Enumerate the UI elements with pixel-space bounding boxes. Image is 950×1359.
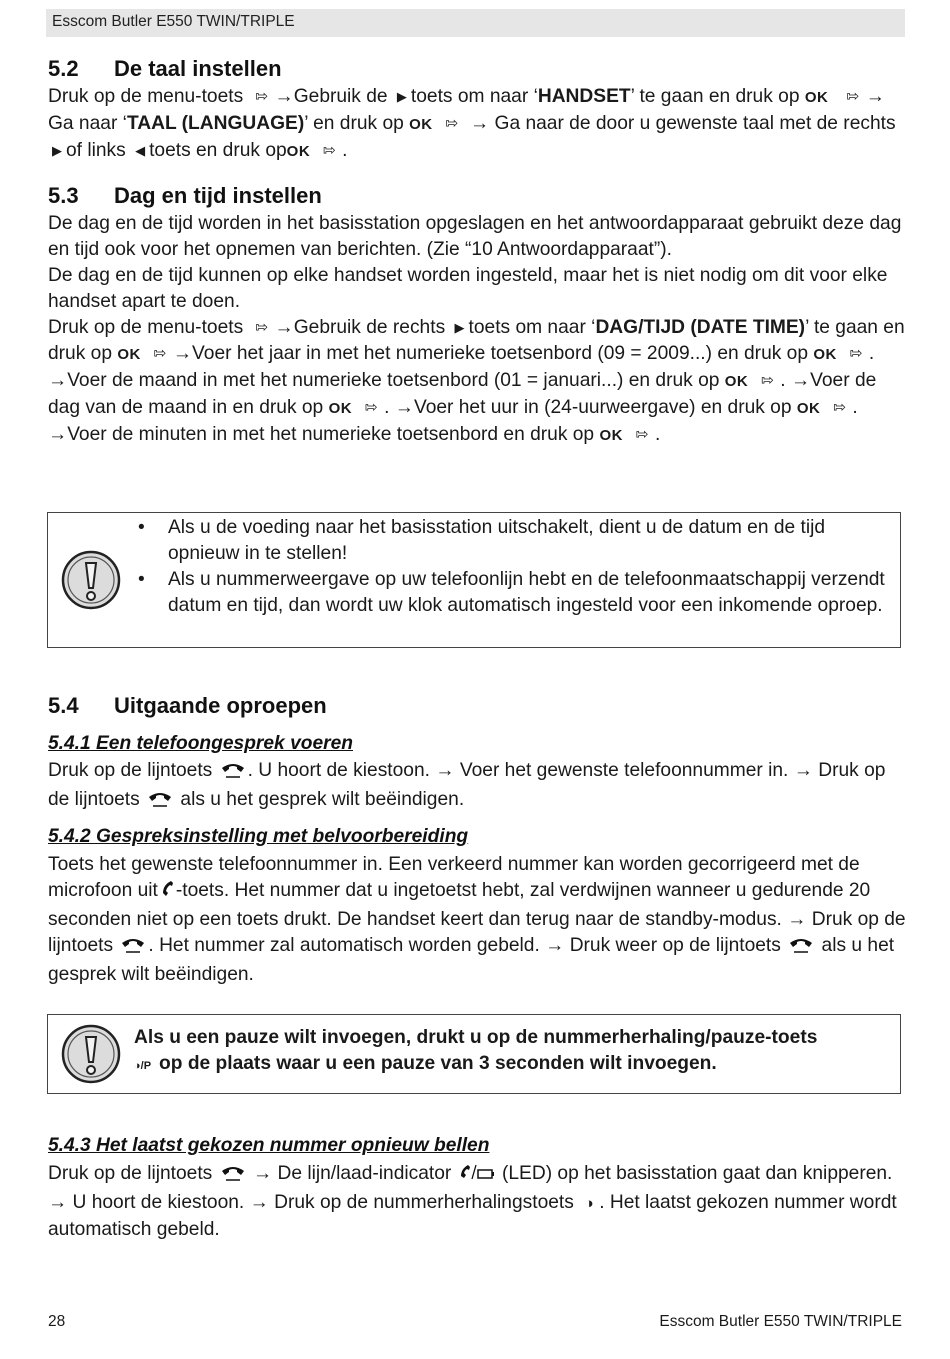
line-key-icon <box>118 934 148 962</box>
section-title-text: Uitgaande oproepen <box>114 693 327 718</box>
menu-key-icon: ⇰ <box>364 399 378 416</box>
menu-key-icon: ⇰ <box>760 372 774 389</box>
bullet-icon: • <box>138 517 145 538</box>
section-5-3-steps: Druk op de menu-toets ⇰ →Gebruik de rechts ▶ toets om naar ‘DAG/TIJD (DATE TIME)’ te gaan en druk op OK ⇰ →Voer het jaar in met het numerieke toetsenbord (09 = 2009...) en druk op OK ⇰ . →Voer de maand in met het numerieke toetsenbord (01 = januari...) en druk op OK ⇰ . →Voer de dag van de maand in en druk op OK ⇰ . →Voer het uur in (24-uurweergave) en druk op OK ⇰ . →Voer de minuten in met het numerieke toetsenbord en druk op OK ⇰ . <box>48 315 908 449</box>
warning-icon <box>61 1024 121 1084</box>
bullet-icon: • <box>138 569 145 590</box>
ok-key-icon: OK <box>117 346 141 363</box>
subsection-5-4-3-text: Druk op de lijntoets → De lijn/laad-indicator (LED) op het basisstation gaat dan knipperen. → U hoort de kiestoon. → Druk op de nummerherhalingstoets ◑ . Het laatst gekozen nummer wordt automatisch gebeld. <box>48 1163 897 1240</box>
section-number: 5.4 <box>48 693 79 718</box>
section-5-2-title <box>48 56 282 82</box>
left-triangle-icon: ◀ <box>135 143 146 158</box>
page-number: 28 <box>48 1313 66 1330</box>
arrow-icon: → <box>274 86 294 107</box>
section-title-text: Dag en tijd instellen <box>114 183 322 208</box>
section-number: 5.2 <box>48 56 79 81</box>
menu-key-icon: ⇰ <box>445 115 458 132</box>
header-title: Esscom Butler E550 TWIN/TRIPLE <box>52 13 295 30</box>
menu-key-icon: ⇰ <box>322 142 336 159</box>
mute-key-icon <box>158 879 176 907</box>
menu-key-icon: ⇰ <box>255 319 268 336</box>
subsection-5-4-1-title: 5.4.1 Een telefoongesprek voeren <box>48 733 353 754</box>
arrow-icon: → <box>274 317 294 338</box>
ok-key-icon: OK <box>328 400 353 417</box>
line-key-icon <box>786 934 816 962</box>
section-5-4-title <box>48 693 327 719</box>
arrow-icon: → <box>435 760 455 781</box>
ok-key-icon: OK <box>286 143 311 160</box>
section-5-3-title <box>48 183 322 209</box>
arrow-icon: → <box>545 935 565 956</box>
ok-key-icon: OK <box>813 346 837 363</box>
line-key-icon <box>218 1162 248 1190</box>
note-list <box>138 515 893 619</box>
arrow-icon: → <box>790 370 811 391</box>
menu-key-icon: ⇰ <box>846 88 859 105</box>
arrow-icon: → <box>249 1192 269 1213</box>
arrow-icon: → <box>48 424 68 445</box>
redial-pause-key-icon: ◑/P <box>134 1060 152 1072</box>
page-header <box>46 9 905 37</box>
ok-key-icon: OK <box>724 373 749 390</box>
right-triangle-icon: ▶ <box>52 143 62 158</box>
section-5-2-text: Druk op de menu-toets ⇰ →Gebruik de ▶ toets om naar ‘HANDSET’ te gaan en druk op OK ⇰ → Ga naar ‘TAAL (LANGUAGE)’ en druk op OK ⇰ → Ga naar de door u gewenste taal met de rechts ▶ of links ◀ toets en druk opOK ⇰ . <box>48 84 908 165</box>
menu-key-icon: ⇰ <box>635 426 649 443</box>
subsection-5-4-2-text: Toets het gewenste telefoonnummer in. Een verkeerd nummer kan worden gecorrigeerd met de microfoon uit -toets. Het nummer dat u ingetoetst hebt, zal verdwijnen wanneer u gedurende 20 seconden niet op een toets drukt. De handset keert dan terug naar de standby-modus. → Druk op de lijntoets . Het nummer zal automatisch worden gebeld. → Druk weer op de lijntoets als u het gesprek wilt beëindigen. <box>48 854 906 985</box>
arrow-icon: → <box>787 909 807 930</box>
menu-key-icon: ⇰ <box>833 399 846 416</box>
section-title-text: De taal instellen <box>114 56 282 81</box>
subsection-5-4-3-title: 5.4.3 Het laatst gekozen nummer opnieuw bellen <box>48 1135 490 1156</box>
note-pause-text: Als u een pauze wilt invoegen, drukt u op de nummerherhaling/pauze-toets ◑/P op de plaats waar u een pauze van 3 seconden wilt invoegen. <box>134 1027 818 1074</box>
ok-key-icon: OK <box>804 89 829 106</box>
arrow-icon: → <box>48 1192 68 1213</box>
note-box-date-time <box>47 512 901 648</box>
arrow-icon: → <box>252 1163 273 1184</box>
subsection-5-4-2-title: 5.4.2 Gespreksinstelling met belvoorbereiding <box>48 826 469 847</box>
menu-key-icon: ⇰ <box>153 345 167 362</box>
line-key-icon <box>145 788 175 816</box>
footer-title: Esscom Butler E550 TWIN/TRIPLE <box>659 1313 902 1330</box>
note-box-pause <box>47 1014 901 1094</box>
list-item: • Als u nummerweergave op uw telefoonlijn hebt en de telefoonmaatschappij verzendt datum en tijd, dan wordt uw klok automatisch ingesteld voor een inkomende oproep. <box>138 569 885 616</box>
ok-key-icon: OK <box>796 400 821 417</box>
line-charge-led-icon <box>457 1162 497 1190</box>
arrow-icon: → <box>394 397 414 418</box>
redial-key-icon: ◑ <box>584 1195 594 1212</box>
arrow-icon: → <box>865 86 885 107</box>
menu-key-icon: ⇰ <box>255 88 268 105</box>
ok-key-icon: OK <box>599 427 623 444</box>
menu-key-icon: ⇰ <box>849 345 863 362</box>
warning-icon <box>61 550 121 610</box>
line-key-icon <box>218 759 248 787</box>
list-item: • Als u de voeding naar het basisstation uitschakelt, dient u de datum en de tijd opnieuw in te stellen! <box>138 517 826 564</box>
ok-key-icon: OK <box>409 116 433 133</box>
arrow-icon: → <box>172 343 193 364</box>
arrow-icon: → <box>469 113 490 134</box>
section-5-3-paragraph-2: De dag en de tijd kunnen op elke handset worden ingesteld, maar het is niet nodig om dit voor elke handset apart te doen. <box>48 265 888 312</box>
arrow-icon: → <box>48 370 68 391</box>
right-triangle-icon: ▶ <box>396 89 407 104</box>
section-number: 5.3 <box>48 183 79 208</box>
section-5-3-paragraph-1: De dag en de tijd worden in het basisstation opgeslagen en het antwoordapparaat gebruikt deze dag en tijd ook voor het opnemen van berichten. (Zie “10 Antwoordapparaat”). <box>48 213 902 260</box>
subsection-5-4-1-text: Druk op de lijntoets . U hoort de kiestoon. → Voer het gewenste telefoonnummer in. → Druk op de lijntoets als u het gesprek wilt beëindigen. <box>48 758 908 816</box>
arrow-icon: → <box>793 760 813 781</box>
right-triangle-icon: ▶ <box>454 320 465 335</box>
